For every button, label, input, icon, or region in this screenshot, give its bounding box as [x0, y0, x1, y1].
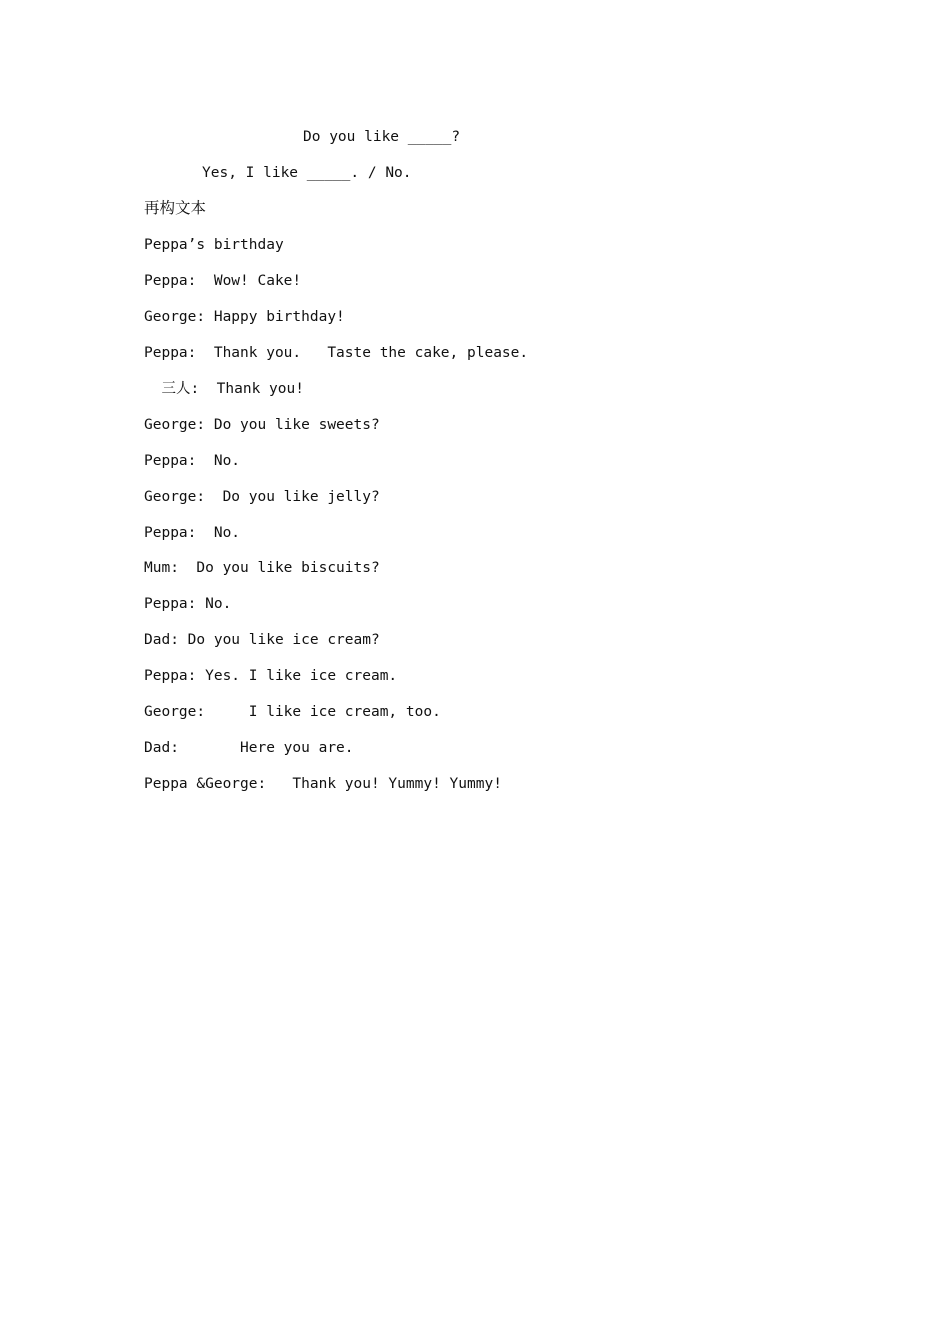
- dialogue-line: Mum: Do you like biscuits?: [144, 560, 380, 576]
- dialogue-line: 三人: Thank you!: [144, 381, 304, 397]
- dialogue-line: George: Do you like jelly?: [144, 489, 380, 505]
- dialogue-line: Peppa: Thank you. Taste the cake, please.: [144, 345, 529, 361]
- dialogue-line: Peppa: No.: [144, 525, 241, 541]
- dialogue-line: Dad: Do you like ice cream?: [144, 632, 380, 648]
- dialogue-line: Peppa: No.: [144, 596, 232, 612]
- story-title: Peppa’s birthday: [144, 237, 284, 253]
- dialogue-line: Peppa: No.: [144, 453, 241, 469]
- dialogue-line: Peppa: Yes. I like ice cream.: [144, 668, 398, 684]
- dialogue-line: Peppa &George: Thank you! Yummy! Yummy!: [144, 776, 502, 792]
- pattern-answer: Yes, I like _____. / No.: [202, 165, 412, 181]
- dialogue-line: George: I like ice cream, too.: [144, 704, 441, 720]
- dialogue-line: George: Do you like sweets?: [144, 417, 380, 433]
- pattern-question: Do you like _____?: [303, 129, 461, 145]
- dialogue-line: Dad: Here you are.: [144, 740, 354, 756]
- dialogue-line: George: Happy birthday!: [144, 309, 345, 325]
- dialogue-line: Peppa: Wow! Cake!: [144, 273, 302, 289]
- section-heading: 再构文本: [144, 199, 207, 217]
